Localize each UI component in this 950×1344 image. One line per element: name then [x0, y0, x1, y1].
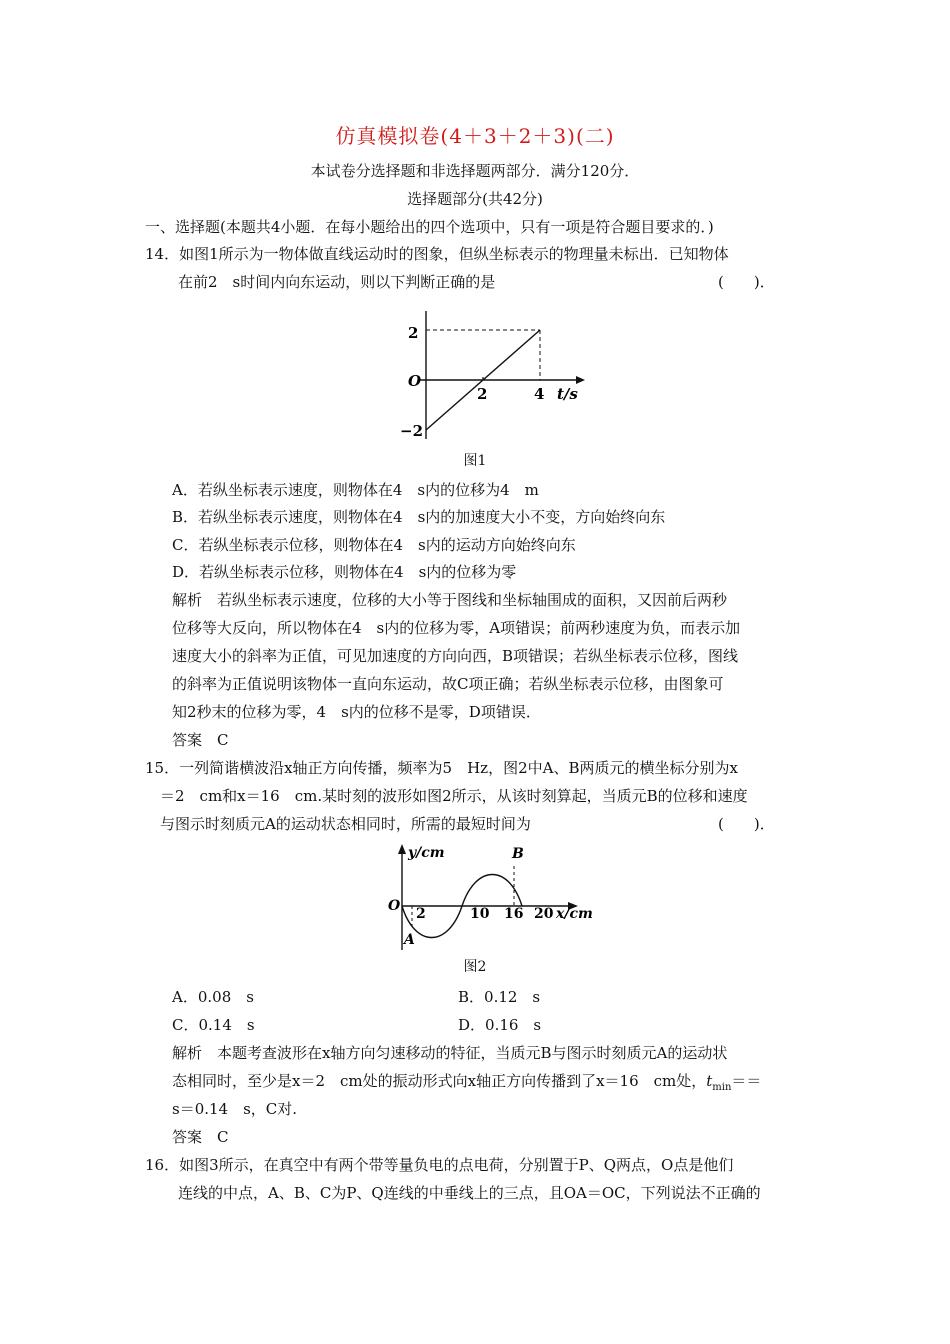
part-heading: 选择题部分(共42分) [407, 190, 543, 208]
fig2-label-10: 10 [470, 906, 490, 922]
q15-answer: 答案 C [172, 1128, 229, 1146]
q15-answer-paren: ( )． [718, 815, 775, 833]
exam-intro: 本试卷分选择题和非选择题两部分．满分120分． [310, 162, 640, 180]
q15-option-c: C．0.14 s [172, 1016, 255, 1034]
q15-stem-line2: ＝2 cm和x＝16 cm.某时刻的波形如图2所示，从该时刻算起，当质元B的位移和速度 [160, 787, 748, 805]
q15-analysis-line1: 解析 本题考查波形在x轴方向匀速移动的特征，当质元B与图示时刻质元A的运动状 [172, 1044, 728, 1062]
fig2-label-origin: O [388, 898, 401, 914]
fig1-label-y-pos: 2 [408, 324, 419, 342]
fig1-label-axis: t/s [557, 385, 578, 403]
fig1-label-x2: 2 [477, 385, 488, 403]
fig2-label-20: 20 [534, 906, 554, 922]
figure-1-caption: 图1 [463, 453, 487, 469]
fig2-label-b: B [512, 846, 524, 862]
figure-1-graph [380, 305, 600, 445]
fig1-label-y-neg: −2 [400, 422, 424, 440]
q15-stem-line1: 15．一列简谐横波沿x轴正方向传播，频率为5 Hz，图2中A、B两质元的横坐标分别为x [145, 759, 738, 777]
fig2-label-axis-x: x/cm [556, 906, 593, 922]
q14-answer-paren: ( )． [718, 273, 775, 291]
q14-analysis-line4: 的斜率为正值说明该物体一直向东运动，故C项正确；若纵坐标表示位移，由图象可 [172, 675, 724, 693]
fig2-label-2: 2 [416, 906, 426, 922]
q16-stem-line2: 连线的中点，A、B、C为P、Q连线的中垂线上的三点，且OA＝OC，下列说法不正确的 [178, 1184, 761, 1202]
q15-analysis-line3: s＝0.14 s，C对. [172, 1100, 298, 1118]
fig2-label-axis-y: y/cm [408, 845, 445, 861]
q14-analysis-line2: 位移等大反向，所以物体在4 s内的位移为零，A项错误；前两秒速度为负，而表示加 [172, 619, 741, 637]
figure-2-graph [380, 838, 600, 953]
q14-option-b: B．若纵坐标表示速度，则物体在4 s内的加速度大小不变，方向始终向东 [172, 508, 666, 526]
q15-analysis-line2-text: 态相同时，至少是x＝2 cm处的振动形式向x轴正方向传播到了x＝16 cm处， [172, 1072, 707, 1090]
q15-option-b: B．0.12 s [458, 988, 541, 1006]
section-heading: 一、选择题(本题共4小题．在每小题给出的四个选项中，只有一项是符合题目要求的．) [145, 218, 714, 236]
q15-option-d: D．0.16 s [458, 1016, 542, 1034]
page-title: 仿真模拟卷(4＋3＋2＋3)(二) [335, 124, 615, 148]
q14-stem-line1: 14．如图1所示为一物体做直线运动时的图象，但纵坐标表示的物理量未标出．已知物体 [145, 245, 729, 263]
q15-t-subscript: min [712, 1082, 732, 1093]
figure-2-caption: 图2 [463, 959, 487, 975]
q16-stem-line1: 16．如图3所示，在真空中有两个带等量负电的点电荷，分别置于P、Q两点，O点是他们 [145, 1156, 734, 1174]
q15-t-symbol: t [706, 1072, 713, 1090]
fig1-label-origin: O [408, 372, 422, 390]
q15-analysis-line2-eq: ＝＝ [731, 1072, 762, 1090]
q14-analysis-line5: 知2秒末的位移为零，4 s内的位移不是零，D项错误． [172, 703, 541, 721]
q15-option-a: A．0.08 s [172, 988, 254, 1006]
q14-answer: 答案 C [172, 731, 229, 749]
fig2-y-arrow [398, 844, 406, 854]
q14-analysis-line1: 解析 若纵坐标表示速度，位移的大小等于图线和坐标轴围成的面积，又因前后两秒 [172, 591, 728, 609]
q14-option-a: A．若纵坐标表示速度，则物体在4 s内的位移为4 m [172, 481, 539, 499]
q15-stem-line3: 与图示时刻质元A的运动状态相同时，所需的最短时间为 [160, 815, 531, 833]
q14-option-d: D．若纵坐标表示位移，则物体在4 s内的位移为零 [172, 563, 517, 581]
fig1-label-x4: 4 [534, 385, 545, 403]
q14-analysis-line3: 速度大小的斜率为正值，可见加速度的方向向西，B项错误；若纵坐标表示位移，图线 [172, 647, 739, 665]
fig1-x-arrow [576, 376, 585, 384]
fig2-label-a: A [404, 932, 415, 948]
q14-stem-line2: 在前2 s时间内向东运动，则以下判断正确的是 [178, 273, 496, 291]
fig2-label-16: 16 [504, 906, 524, 922]
q14-option-c: C．若纵坐标表示位移，则物体在4 s内的运动方向始终向东 [172, 536, 576, 554]
